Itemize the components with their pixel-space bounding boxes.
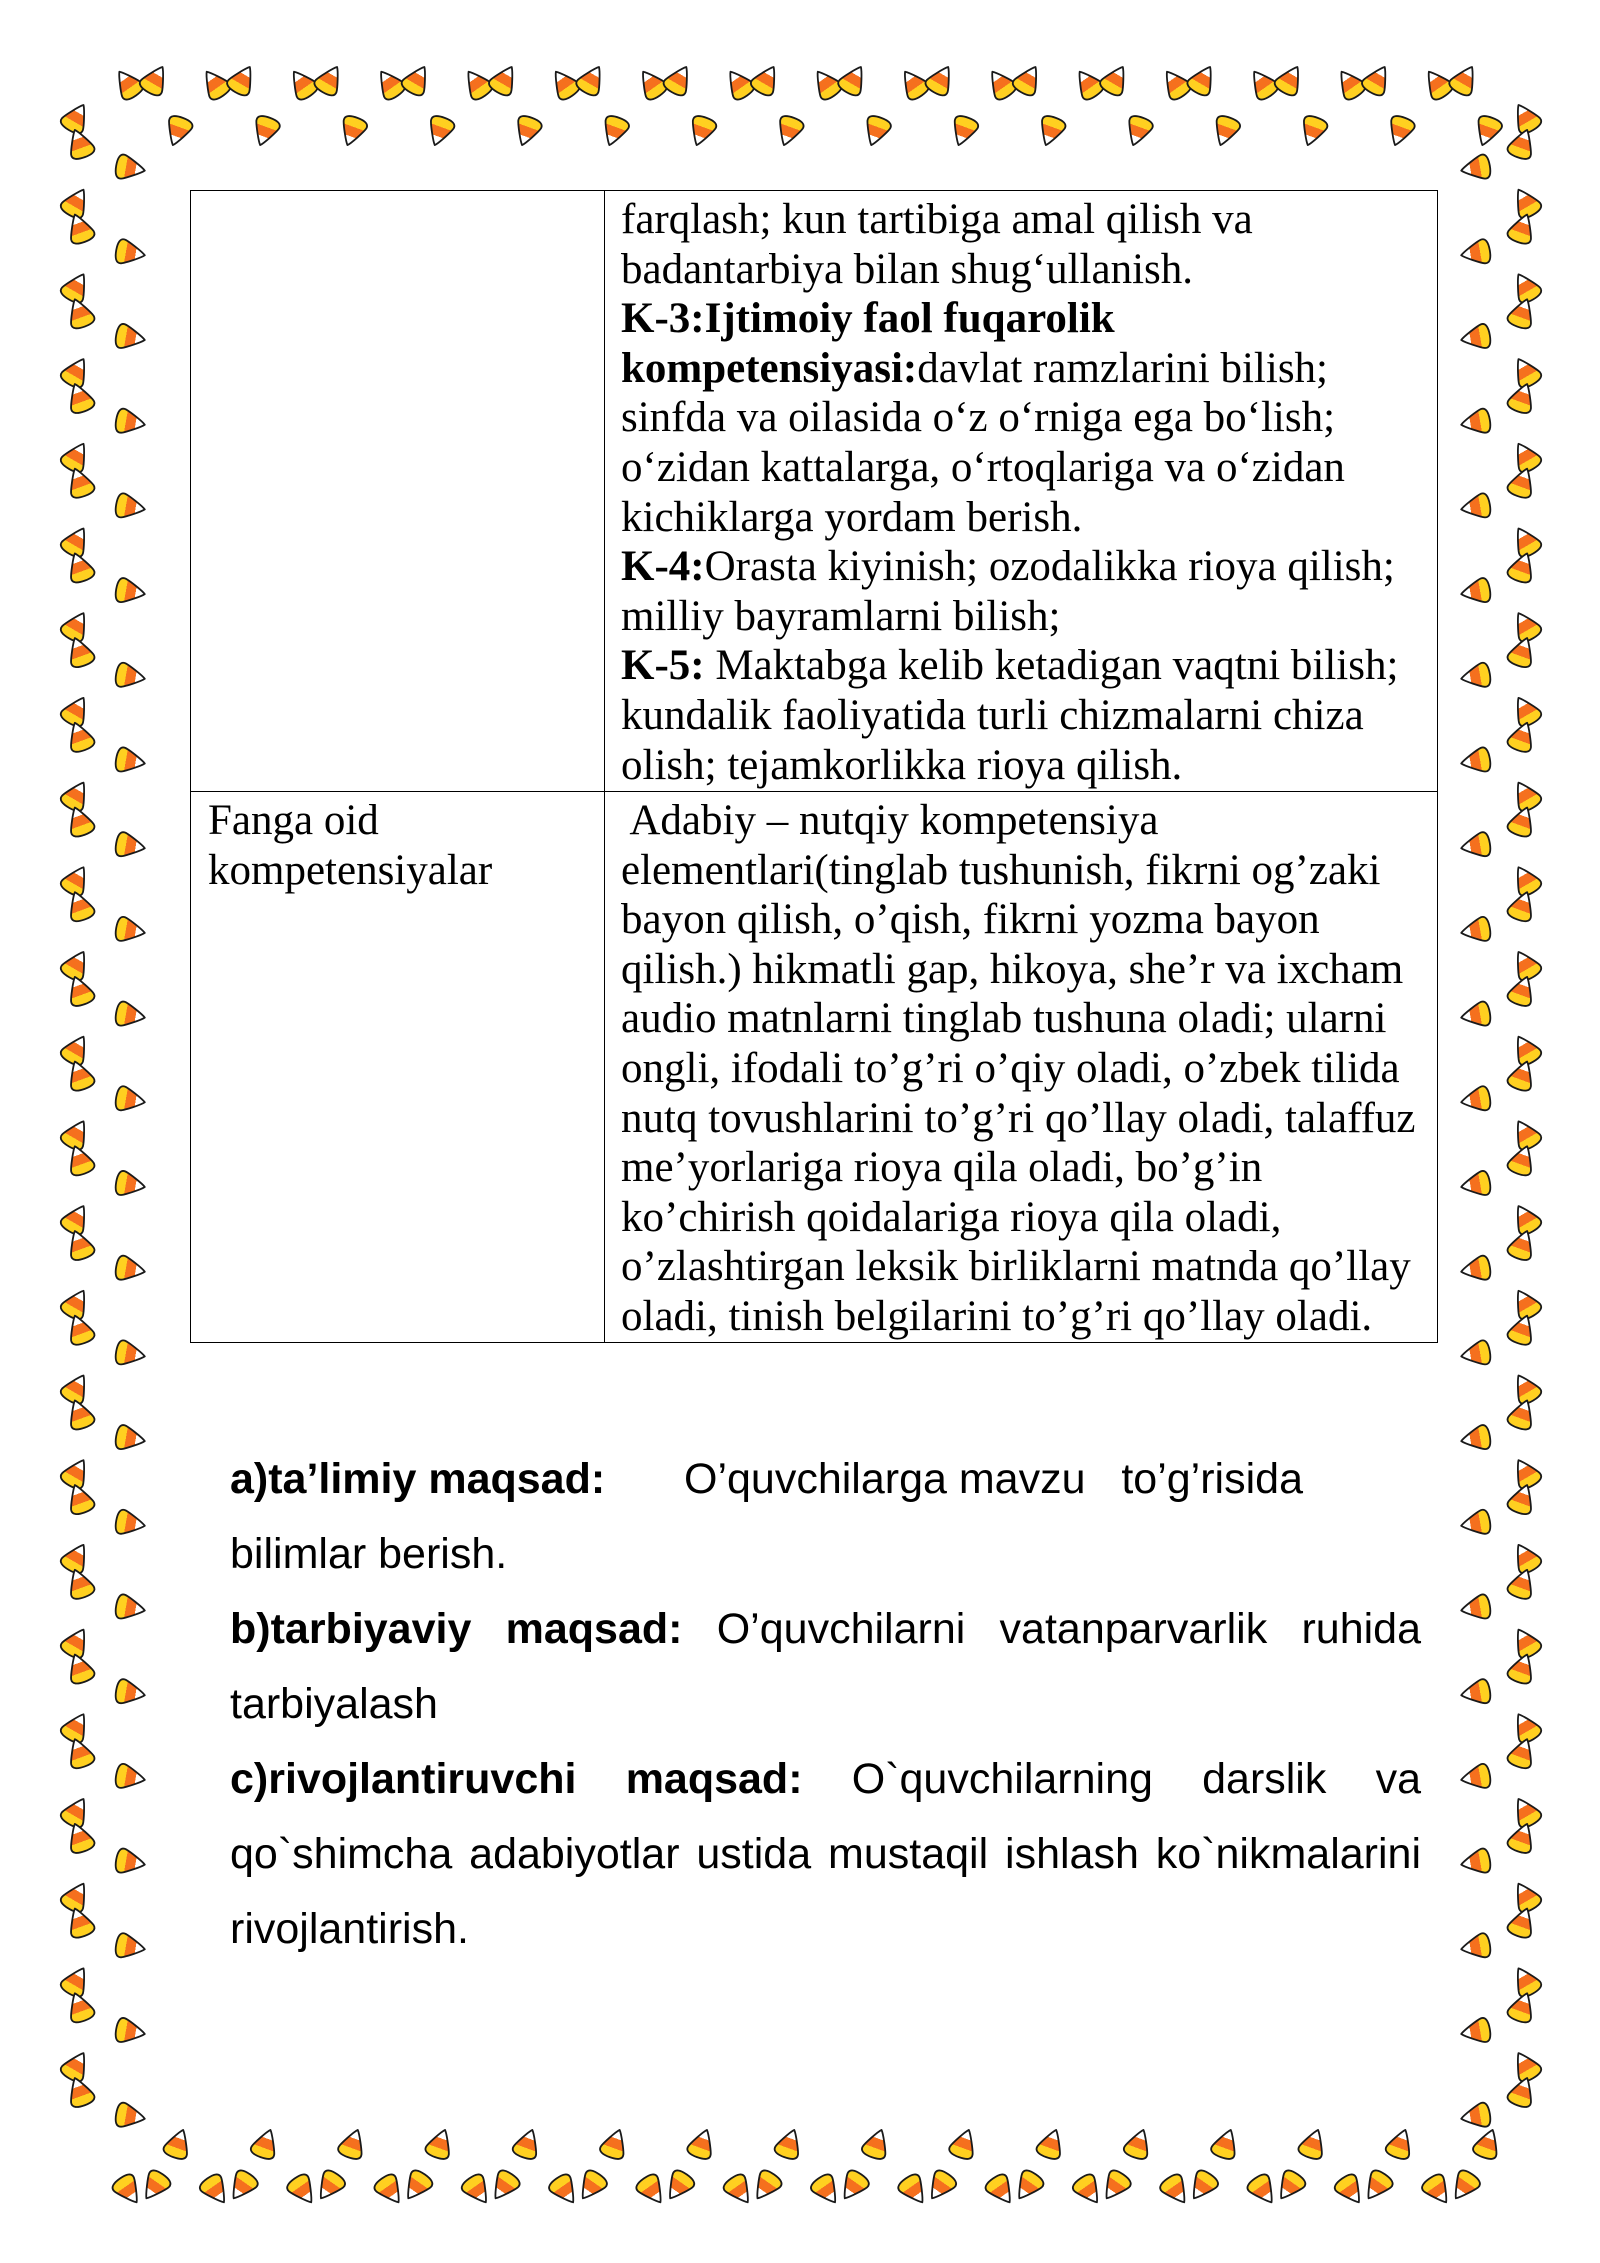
lesson-objectives	[230, 1442, 1421, 1967]
line-text: sinfda va oilasida o‘z o‘rniga ega bo‘lish;	[621, 394, 1336, 442]
candy-corn-icon	[114, 1424, 147, 1453]
candy-corn-icon	[1447, 61, 1483, 98]
candy-corn-icon	[114, 2017, 147, 2046]
competency-code: kompetensiyasi:	[621, 344, 918, 392]
candy-corn-icon	[249, 114, 282, 150]
text-line	[208, 846, 598, 896]
candy-corn-icon	[748, 2168, 785, 2206]
row-label-text: Fanga oid	[208, 797, 379, 844]
candy-corn-icon	[1122, 114, 1155, 150]
candy-corn-icon	[1384, 2126, 1417, 2162]
candy-corn-icon	[114, 154, 147, 183]
competency-code: K-4:	[621, 543, 705, 591]
objective-label: b)tarbiyaviy maqsad:	[230, 1605, 683, 1653]
text-line	[621, 741, 1431, 791]
candy-corn-icon	[1332, 2172, 1369, 2210]
candy-corn-icon	[598, 114, 631, 150]
candy-corn-icon	[573, 2168, 610, 2206]
candy-corn-icon	[511, 2126, 544, 2162]
candy-corn-icon	[114, 1763, 147, 1792]
candy-corn-icon	[923, 61, 959, 98]
candy-corn-icon	[1420, 2172, 1457, 2210]
candy-corn-icon	[948, 2126, 981, 2162]
text-line	[621, 493, 1431, 543]
candy-corn-icon	[1459, 1085, 1492, 1114]
row-label-text: kompetensiyalar	[208, 846, 493, 894]
table-cell-content	[605, 792, 1438, 1343]
candy-corn-icon	[860, 2126, 893, 2162]
candy-corn-icon	[1209, 2126, 1242, 2162]
candy-corn-icon	[1384, 114, 1417, 150]
table-row	[191, 792, 1438, 1343]
candy-corn-icon	[114, 1932, 147, 1961]
candy-corn-icon	[1097, 2168, 1134, 2206]
candy-corn-icon	[1459, 662, 1492, 691]
candy-corn-icon	[1009, 2168, 1046, 2206]
line-text: nutq tovushlarini to’g’ri qo’llay oladi, talaffuz	[621, 1094, 1416, 1142]
candy-corn-icon	[285, 2172, 322, 2210]
candy-corn-icon	[660, 2168, 697, 2206]
candy-corn-icon	[1359, 2168, 1396, 2206]
candy-corn-icon	[459, 2172, 496, 2210]
text-line	[621, 1044, 1431, 1094]
objective-text: qo`shimcha adabiyotlar ustida mustaqil ishlash ko`nikmalarini	[230, 1830, 1421, 1878]
line-text: ongli, ifodali to’g’ri o’qiy oladi, o’zbek tilida	[621, 1044, 1400, 1092]
candy-corn-icon	[1459, 1255, 1492, 1284]
candy-corn-icon	[1459, 1424, 1492, 1453]
candy-corn-icon	[547, 2172, 584, 2210]
candy-corn-icon	[773, 114, 806, 150]
candy-corn-icon	[225, 61, 261, 98]
candy-corn-icon	[487, 61, 523, 98]
line-text: ko’chirish qoidalariga rioya qila oladi,	[621, 1193, 1282, 1241]
candy-corn-icon	[1459, 831, 1492, 860]
candy-corn-icon	[1122, 2126, 1155, 2162]
candy-corn-icon	[423, 114, 456, 150]
candy-corn-icon	[749, 61, 785, 98]
line-text: farqlash; kun tartibiga amal qilish va	[621, 196, 1253, 243]
line-text: Maktabga kelib ketadigan vaqtni bilish;	[704, 642, 1399, 690]
text-line	[621, 994, 1431, 1044]
candy-corn-icon	[1459, 2017, 1492, 2046]
line-text: bayon qilish, o’qish, fikrni yozma bayon	[621, 896, 1320, 944]
candy-corn-icon	[114, 1001, 147, 1030]
text-line	[621, 1292, 1431, 1342]
candy-corn-icon	[110, 2172, 147, 2210]
candy-corn-icon	[1459, 1001, 1492, 1030]
text-line	[621, 895, 1431, 945]
line-text: o’zlashtirgan leksik birliklarni matnda qo’llay	[621, 1243, 1411, 1291]
competency-code: K-5:	[621, 642, 705, 690]
objective-text: O’quvchilarni vatanparvarlik ruhida	[716, 1605, 1422, 1653]
candy-corn-icon	[1459, 1594, 1492, 1623]
candy-corn-icon	[1459, 1339, 1492, 1368]
candy-corn-icon	[1471, 114, 1504, 150]
line-text: Orasta kiyinish; ozodalikka rioya qilish;	[704, 543, 1395, 591]
candy-corn-icon	[836, 61, 872, 98]
candy-corn-icon	[114, 323, 147, 352]
text-line	[621, 344, 1431, 394]
candy-corn-icon	[1459, 154, 1492, 183]
line-text: oladi, tinish belgilarini to’g’ri qo’llay oladi.	[621, 1292, 1373, 1340]
objective-label: a)ta’limiy maqsad:	[230, 1455, 606, 1503]
text-line	[621, 443, 1431, 493]
candy-corn-icon	[1459, 577, 1492, 606]
objective-label: c)rivojlantiruvchi maqsad:	[230, 1755, 803, 1803]
candy-corn-icon	[312, 61, 348, 98]
candy-corn-icon	[598, 2126, 631, 2162]
text-line	[621, 1242, 1431, 1292]
candy-corn-icon	[1459, 408, 1492, 437]
candy-corn-icon	[114, 492, 147, 521]
candy-corn-icon	[486, 2168, 523, 2206]
candy-corn-icon	[114, 1678, 147, 1707]
objective-educational	[230, 1442, 1421, 1517]
candy-corn-icon	[249, 2126, 282, 2162]
text-line	[621, 542, 1431, 592]
line-text: milliy bayramlarni bilish;	[621, 592, 1061, 640]
text-line	[621, 1193, 1431, 1243]
candy-corn-icon	[114, 1339, 147, 1368]
candy-corn-icon	[574, 61, 610, 98]
candy-corn-icon	[1471, 2126, 1504, 2162]
candy-corn-icon	[1296, 114, 1329, 150]
candy-corn-icon	[1459, 1932, 1492, 1961]
candy-corn-icon	[1459, 492, 1492, 521]
objective-text: tarbiyalash	[230, 1680, 438, 1728]
candy-corn-icon	[336, 2126, 369, 2162]
candy-corn-icon	[1184, 2168, 1221, 2206]
candy-corn-icon	[1158, 2172, 1195, 2210]
objective-continuation	[230, 1817, 1421, 1892]
objective-continuation	[230, 1892, 1421, 1967]
candy-corn-icon	[1360, 61, 1396, 98]
text-line	[621, 245, 1431, 295]
candy-corn-icon	[114, 1085, 147, 1114]
text-line	[208, 796, 598, 846]
competency-table	[190, 190, 1438, 1343]
candy-corn-icon	[983, 2172, 1020, 2210]
table-cell-label	[191, 191, 605, 792]
candy-corn-icon	[114, 1848, 147, 1877]
line-text: o‘zidan kattalarga, o‘rtoqlariga va o‘zidan	[621, 443, 1345, 491]
candy-corn-icon	[1459, 323, 1492, 352]
candy-corn-icon	[114, 1170, 147, 1199]
objective-upbringing	[230, 1592, 1421, 1667]
candy-corn-icon	[835, 2168, 872, 2206]
candy-corn-icon	[1035, 2126, 1068, 2162]
candy-corn-icon	[114, 408, 147, 437]
line-text: me’yorlariga rioya qila oladi, bo’g’in	[621, 1144, 1263, 1192]
candy-corn-icon	[162, 2126, 195, 2162]
candy-corn-icon	[860, 114, 893, 150]
candy-corn-icon	[114, 662, 147, 691]
line-text: kichiklarga yordam berish.	[621, 493, 1083, 541]
candy-corn-icon	[773, 2126, 806, 2162]
line-text: olish; tejamkorlikka rioya qilish.	[621, 741, 1183, 789]
candy-corn-icon	[1459, 1509, 1492, 1538]
candy-corn-icon	[896, 2172, 933, 2210]
candy-corn-icon	[1459, 2102, 1492, 2131]
line-text: Adabiy – nutqiy kompetensiya	[621, 797, 1159, 844]
candy-corn-icon	[1459, 1763, 1492, 1792]
candy-corn-icon	[1459, 916, 1492, 945]
candy-corn-icon	[1185, 61, 1221, 98]
text-line	[621, 1094, 1431, 1144]
competency-code: K-3:Ijtimoiy faol fuqarolik	[621, 295, 1115, 343]
objective-text: O`quvchilarning darslik va	[851, 1755, 1421, 1803]
candy-corn-icon	[424, 2126, 457, 2162]
objective-continuation	[230, 1517, 1421, 1592]
candy-corn-icon	[1446, 2168, 1483, 2206]
candy-corn-icon	[137, 61, 173, 98]
line-text: kundalik faoliyatida turli chizmalarni chiza	[621, 691, 1364, 739]
line-text: elementlari(tinglab tushunish, fikrni og’zaki	[621, 846, 1381, 894]
candy-corn-icon	[1459, 238, 1492, 267]
candy-corn-icon	[634, 2172, 671, 2210]
objective-text: rivojlantirish.	[230, 1905, 469, 1953]
text-line	[621, 393, 1431, 443]
objective-continuation	[230, 1667, 1421, 1742]
candy-corn-icon	[1459, 1678, 1492, 1707]
candy-corn-icon	[114, 2102, 147, 2131]
candy-corn-icon	[114, 1255, 147, 1284]
table-row	[191, 191, 1438, 792]
candy-corn-icon	[922, 2168, 959, 2206]
text-line	[621, 592, 1431, 642]
candy-corn-icon	[114, 831, 147, 860]
candy-corn-icon	[1272, 61, 1308, 98]
candy-corn-icon	[721, 2172, 758, 2210]
candy-corn-icon	[947, 114, 980, 150]
candy-corn-icon	[197, 2172, 234, 2210]
text-line	[621, 195, 1431, 245]
candy-corn-icon	[114, 916, 147, 945]
candy-corn-icon	[1209, 114, 1242, 150]
text-line	[621, 945, 1431, 995]
candy-corn-icon	[1034, 114, 1067, 150]
candy-corn-icon	[136, 2168, 173, 2206]
candy-corn-icon	[114, 238, 147, 267]
table-cell-content	[605, 191, 1438, 792]
text-line	[621, 1143, 1431, 1193]
candy-corn-icon	[1459, 1170, 1492, 1199]
candy-corn-icon	[372, 2172, 409, 2210]
candy-corn-icon	[161, 114, 194, 150]
objective-developmental	[230, 1742, 1421, 1817]
line-text: qilish.) hikmatli gap, hikoya, she’r va ixcham	[621, 945, 1404, 993]
candy-corn-icon	[685, 114, 718, 150]
text-line	[621, 691, 1431, 741]
candy-corn-icon	[114, 747, 147, 776]
candy-corn-icon	[398, 2168, 435, 2206]
objective-text: O’quvchilarga mavzu to’g’risida	[684, 1455, 1303, 1503]
candy-corn-icon	[114, 1509, 147, 1538]
candy-corn-icon	[311, 2168, 348, 2206]
candy-corn-icon	[1098, 61, 1134, 98]
line-text: badantarbiya bilan shug‘ullanish.	[621, 245, 1193, 293]
candy-corn-icon	[808, 2172, 845, 2210]
line-text: davlat ramzlarini bilish;	[917, 344, 1329, 392]
candy-corn-icon	[1070, 2172, 1107, 2210]
text-line	[621, 641, 1431, 691]
candy-corn-icon	[336, 114, 369, 150]
candy-corn-icon	[661, 61, 697, 98]
text-line	[621, 796, 1431, 846]
candy-corn-icon	[1010, 61, 1046, 98]
candy-corn-icon	[1245, 2172, 1282, 2210]
candy-corn-icon	[1271, 2168, 1308, 2206]
candy-corn-icon	[1459, 747, 1492, 776]
candy-corn-icon	[1297, 2126, 1330, 2162]
candy-corn-icon	[1459, 1848, 1492, 1877]
candy-corn-icon	[114, 1594, 147, 1623]
candy-corn-icon	[511, 114, 544, 150]
table-cell-label	[191, 792, 605, 1343]
candy-corn-icon	[399, 61, 435, 98]
text-line	[621, 294, 1431, 344]
candy-corn-icon	[686, 2126, 719, 2162]
text-line	[621, 846, 1431, 896]
line-text: audio matnlarni tinglab tushuna oladi; ularni	[621, 995, 1387, 1043]
candy-corn-icon	[224, 2168, 261, 2206]
objective-text: bilimlar berish.	[230, 1530, 508, 1578]
candy-corn-icon	[114, 577, 147, 606]
